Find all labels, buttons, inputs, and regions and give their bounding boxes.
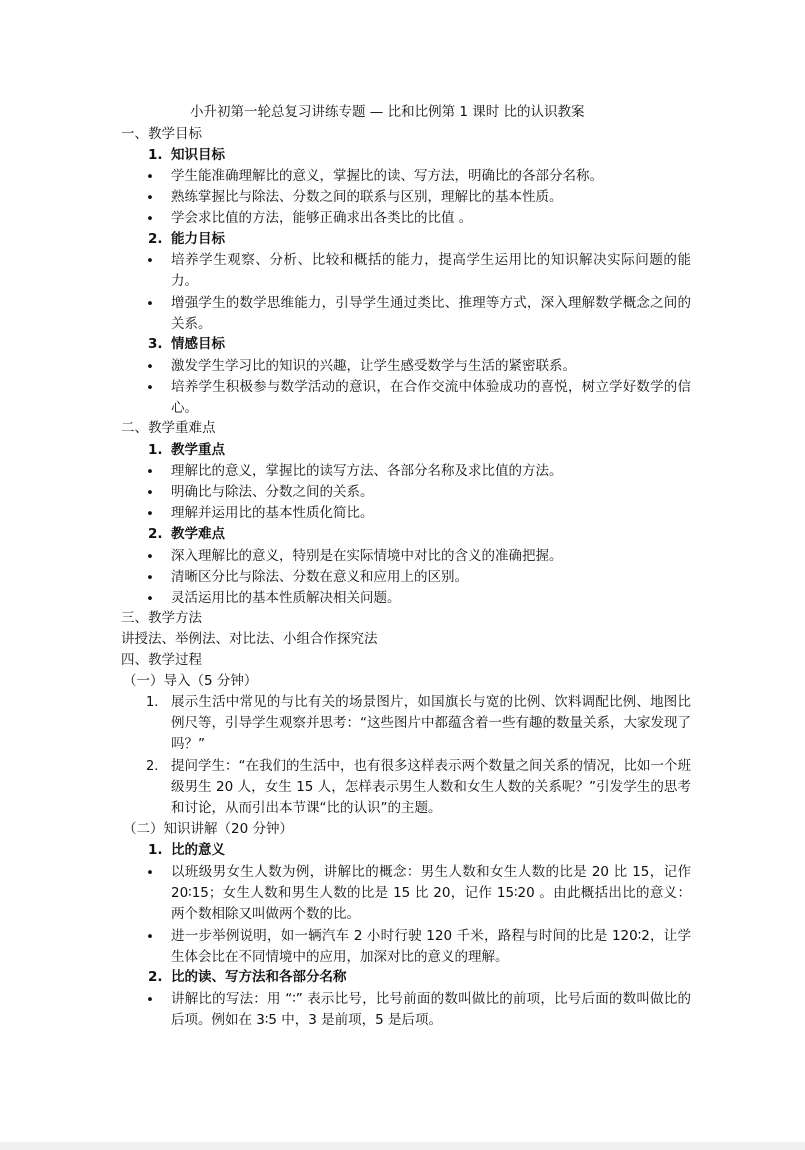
list-item: 清晰区分比与除法、分数在意义和应用上的区别。 <box>171 569 468 585</box>
section-heading: 二、教学重难点 <box>121 420 216 436</box>
bullet: • <box>146 865 154 881</box>
bullet: • <box>146 591 154 607</box>
bullet: • <box>146 211 154 227</box>
bullet: • <box>146 992 154 1008</box>
list-item: 讲解比的写法：用 “∶” 表示比号，比号前面的数叫做比的前项，比号后面的数叫做比的后项。例如在 3∶5 中，3 是前项，5 是后项。 <box>171 991 691 1028</box>
bullet: • <box>146 549 154 565</box>
list-number: 1. <box>148 442 163 458</box>
paragraph: 讲授法、举例法、对比法、小组合作探究法 <box>121 631 378 647</box>
document-title: 小升初第一轮总复习讲练专题 — 比和比例第 1 课时 比的认识教案 <box>190 104 585 120</box>
ordered-number: 1. <box>146 695 159 710</box>
list-item: 灵活运用比的基本性质解决相关问题。 <box>171 590 401 606</box>
part-heading: （一）导入（5 分钟） <box>123 673 258 689</box>
ordered-number: 2. <box>146 759 159 774</box>
list-item: 进一步举例说明，如一辆汽车 2 小时行驶 120 千米，路程与时间的比是 120∶2，让学生体会比在不同情境中的应用，加深对比的意义的理解。 <box>171 928 691 965</box>
section-heading: 一、教学目标 <box>121 126 202 142</box>
list-number: 2. <box>148 231 163 247</box>
list-item: 培养学生积极参与数学活动的意识，在合作交流中体验成功的喜悦，树立学好数学的信心。 <box>171 379 691 416</box>
list-number: 3. <box>148 336 163 352</box>
bullet: • <box>146 359 154 375</box>
section-heading: 四、教学过程 <box>121 652 202 668</box>
bullet: • <box>146 464 154 480</box>
subheading: 知识目标 <box>171 147 225 163</box>
list-item: 提问学生：“在我们的生活中，也有很多这样表示两个数量之间关系的情况，比如一个班级男生 20 人，女生 15 人，怎样表示男生人数和女生人数的关系呢？”引发学生的思考和讨论，从而引出本节课“比的认识”的主题。 <box>171 758 691 816</box>
bullet: • <box>146 190 154 206</box>
list-item: 学生能准确理解比的意义，掌握比的读、写方法，明确比的各部分名称。 <box>171 168 603 184</box>
list-item: 明确比与除法、分数之间的关系。 <box>171 484 374 500</box>
list-item: 熟练掌握比与除法、分数之间的联系与区别，理解比的基本性质。 <box>171 189 563 205</box>
bullet: • <box>146 506 154 522</box>
list-item: 激发学生学习比的知识的兴趣，让学生感受数学与生活的紧密联系。 <box>171 358 576 374</box>
bullet: • <box>146 253 154 269</box>
subheading: 能力目标 <box>171 231 225 247</box>
list-item: 学会求比值的方法，能够正确求出各类比的比值 。 <box>171 210 473 226</box>
list-item: 展示生活中常见的与比有关的场景图片，如国旗长与宽的比例、饮料调配比例、地图比例尺等，引导学生观察并思考：“这些图片中都蕴含着一些有趣的数量关系，大家发现了吗？” <box>171 694 691 752</box>
bullet: • <box>146 296 154 312</box>
list-number: 1. <box>148 842 163 858</box>
page-bottom-band <box>0 1142 805 1150</box>
section-heading: 三、教学方法 <box>121 610 202 626</box>
list-item: 增强学生的数学思维能力，引导学生通过类比、推理等方式，深入理解数学概念之间的关系。 <box>171 295 691 332</box>
list-item: 理解并运用比的基本性质化简比。 <box>171 505 374 521</box>
bullet: • <box>146 380 154 396</box>
subheading: 教学重点 <box>171 442 225 458</box>
subheading: 教学难点 <box>171 526 225 542</box>
list-item: 培养学生观察、分析、比较和概括的能力，提高学生运用比的知识解决实际问题的能力。 <box>171 252 691 289</box>
subheading: 情感目标 <box>171 336 225 352</box>
list-item: 深入理解比的意义，特别是在实际情境中对比的含义的准确把握。 <box>171 548 563 564</box>
bullet: • <box>146 929 154 945</box>
list-number: 1. <box>148 147 163 163</box>
bullet: • <box>146 169 154 185</box>
part-heading: （二）知识讲解（20 分钟） <box>123 821 293 837</box>
list-number: 2. <box>148 969 163 985</box>
list-item: 以班级男女生人数为例，讲解比的概念：男生人数和女生人数的比是 20 比 15，记作 20∶15；女生人数和男生人数的比是 15 比 20，记作 15∶20 。由此概括出比的意义：两个数相除又叫做两个数的比。 <box>171 864 691 922</box>
list-number: 2. <box>148 526 163 542</box>
bullet: • <box>146 570 154 586</box>
list-item: 理解比的意义，掌握比的读写方法、各部分名称及求比值的方法。 <box>171 463 563 479</box>
subheading: 比的意义 <box>171 842 225 858</box>
bullet: • <box>146 485 154 501</box>
subheading: 比的读、写方法和各部分名称 <box>171 969 347 985</box>
